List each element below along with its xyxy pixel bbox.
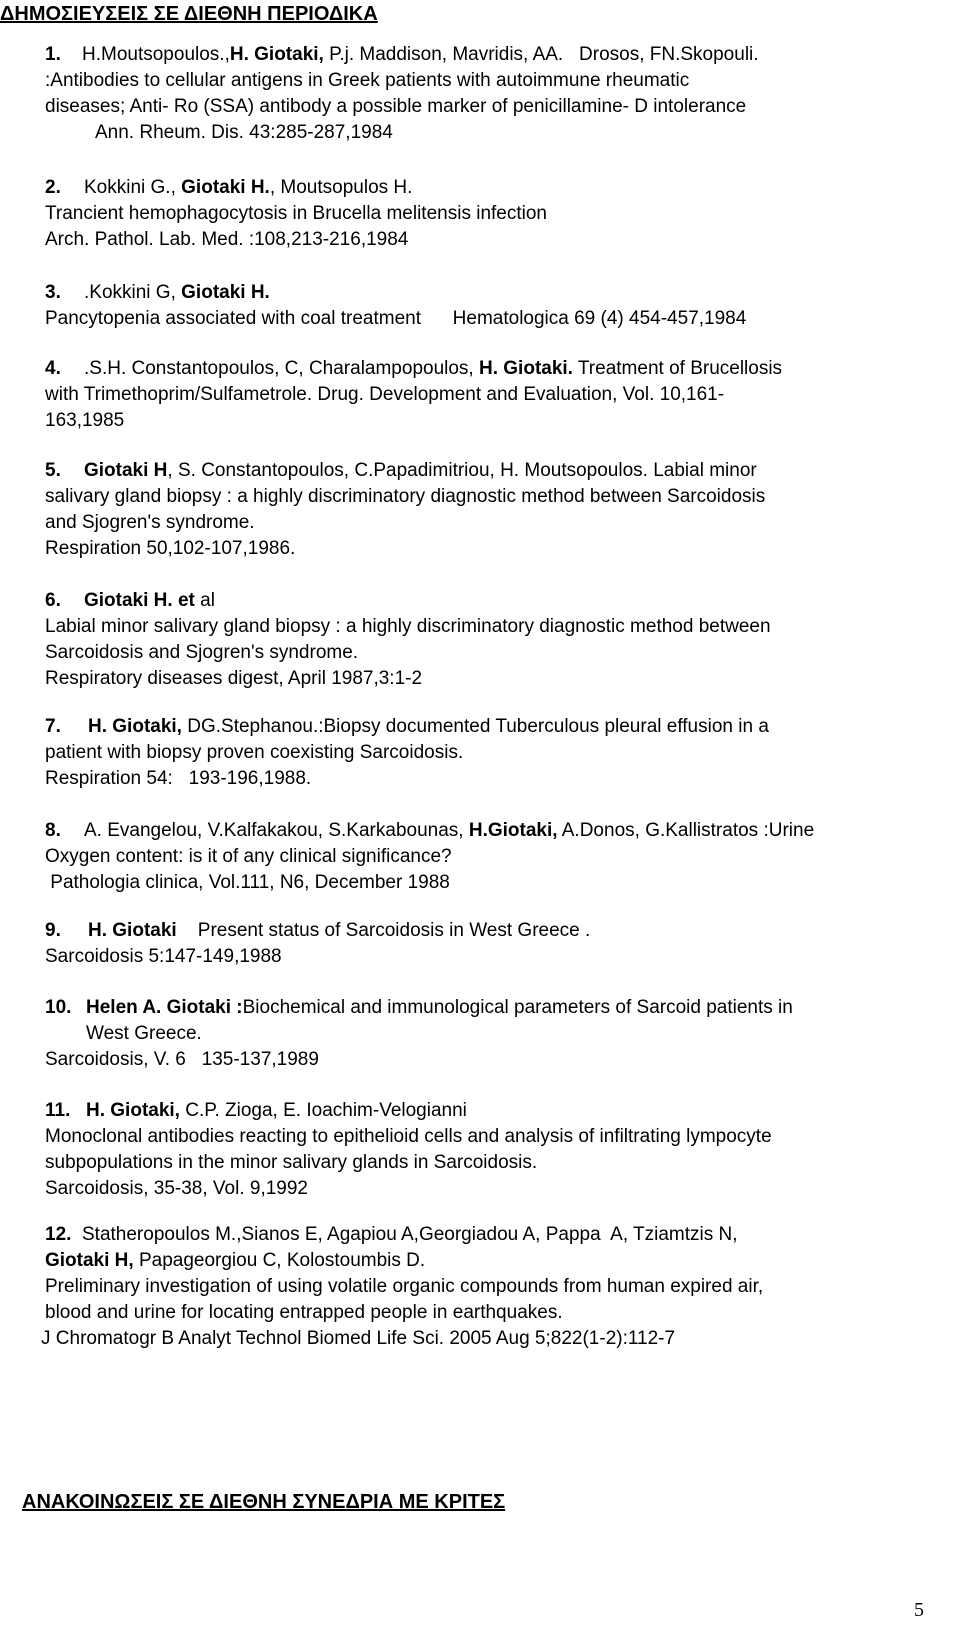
entry-text: subpopulations in the minor salivary glands in Sarcoidosis.: [45, 1152, 538, 1173]
entry-line: [84, 818, 814, 844]
entry-text: Oxygen content: is it of any clinical significance?: [45, 846, 452, 867]
entry-line: [88, 918, 590, 944]
entry-number: 3.: [45, 282, 61, 303]
entry-text: , Moutsopulos H.: [269, 177, 413, 198]
author-name-bold: Giotaki H.: [181, 282, 270, 303]
entry-line: [45, 227, 408, 253]
entry-number: 8.: [45, 820, 61, 841]
entry-text: Trancient hemophagocytosis in Brucella melitensis infection: [45, 203, 547, 224]
entry-line: [45, 1300, 563, 1326]
author-name-bold: Giotaki H.: [181, 177, 270, 198]
entry-line: [95, 120, 393, 146]
entry-line: [84, 458, 757, 484]
entry-text: J Chromatogr B Analyt Technol Biomed Life Sci. 2005 Aug 5;822(1-2):112-7: [41, 1328, 676, 1349]
entry-number: 11.: [45, 1100, 71, 1121]
entry-text: Statheropoulos M.,Sianos E, Agapiou A,Georgiadou A, Pappa A, Tziamtzis N,: [82, 1224, 738, 1245]
entry-text: blood and urine for locating entrapped people in earthquakes.: [45, 1302, 563, 1323]
author-name-bold: H.Giotaki,: [468, 820, 558, 841]
entry-line: [45, 614, 771, 640]
entry-number: 2.: [45, 177, 61, 198]
entry-line: [45, 408, 124, 434]
entry-line: [84, 588, 215, 614]
entry-number: 1.: [45, 44, 61, 65]
entry-text: 163,1985: [45, 410, 125, 431]
author-name-bold: Helen A. Giotaki :: [86, 997, 243, 1018]
entry-text: .S.H. Constantopoulos, C, Charalampopoulos,: [84, 358, 479, 379]
page-number: 5: [914, 1599, 924, 1621]
entry-line: [45, 1150, 537, 1176]
author-name-bold: H. Giotaki.: [479, 358, 573, 379]
entry-line: [45, 1176, 308, 1202]
entry-line: [45, 382, 724, 408]
entry-line: [86, 1098, 467, 1124]
entry-line: [45, 640, 358, 666]
entry-text: Pancytopenia associated with coal treatment Hematologica 69 (4) 454-457,1984: [45, 308, 747, 329]
entry-text: Pathologia clinica, Vol.111, N6, December 1988: [45, 872, 450, 893]
entry-line: [45, 766, 311, 792]
entry-text: Labial minor salivary gland biopsy : a highly discriminatory diagnostic method between: [45, 616, 771, 637]
entry-text: , S. Constantopoulos, C.Papadimitriou, H. Moutsopoulos. Labial minor: [167, 460, 757, 481]
entry-line: [45, 1047, 319, 1073]
entry-text: Respiration 54: 193-196,1988.: [45, 768, 312, 789]
entry-number: 12.: [45, 1224, 72, 1245]
entry-text: Preliminary investigation of using volatile organic compounds from human expired air,: [45, 1276, 764, 1297]
entry-line: [86, 995, 793, 1021]
entry-text: Biochemical and immunological parameters of Sarcoid patients in: [242, 997, 793, 1018]
entry-text: Monoclonal antibodies reacting to epithelioid cells and analysis of infiltrating lympocyte: [45, 1126, 772, 1147]
entry-text: Sarcoidosis 5:147-149,1988: [45, 946, 282, 967]
entry-text: H.Moutsopoulos.,: [82, 44, 230, 65]
entry-text: with Trimethoprim/Sulfametrole. Drug. Development and Evaluation, Vol. 10,161-: [45, 384, 725, 405]
entry-text: :Antibodies to cellular antigens in Greek patients with autoimmune rheumatic: [45, 70, 690, 91]
entry-text: Arch. Pathol. Lab. Med. :108,213-216,1984: [45, 229, 409, 250]
entry-line: [88, 714, 769, 740]
entry-number: 9.: [45, 920, 61, 941]
entry-line: [84, 280, 270, 306]
entry-line: [86, 1021, 202, 1047]
entry-text: Present status of Sarcoidosis in West Greece .: [176, 920, 591, 941]
entry-text: and Sjogren's syndrome.: [45, 512, 255, 533]
entry-text: Ann. Rheum. Dis. 43:285-287,1984: [95, 122, 393, 143]
entry-line: [45, 94, 746, 120]
entry-text: A. Evangelou, V.Kalfakakou, S.Karkabounas,: [84, 820, 469, 841]
entry-text: Papageorgiou C, Kolostoumbis D.: [133, 1250, 426, 1271]
entry-text: Kokkini G.,: [84, 177, 182, 198]
author-name-bold: Giotaki H,: [45, 1250, 134, 1271]
entry-line: [84, 175, 412, 201]
entry-line: [45, 201, 547, 227]
entry-text: P.j. Maddison, Mavridis, AA. Drosos, FN.Skopouli.: [323, 44, 759, 65]
entry-line: [82, 1222, 738, 1248]
entry-text: .Kokkini G,: [84, 282, 182, 303]
entry-number: 7.: [45, 716, 61, 737]
entry-line: [82, 42, 759, 68]
entry-line: [45, 68, 689, 94]
entry-text: Respiration 50,102-107,1986.: [45, 538, 296, 559]
entry-line: [45, 536, 295, 562]
entry-text: Respiratory diseases digest, April 1987,3:1-2: [45, 668, 423, 689]
entry-number: 5.: [45, 460, 61, 481]
author-name-bold: H. Giotaki: [88, 920, 177, 941]
entry-line: [45, 484, 765, 510]
entry-number: 4.: [45, 358, 61, 379]
entry-text: Sarcoidosis, 35-38, Vol. 9,1992: [45, 1178, 309, 1199]
entry-text: Treatment of Brucellosis: [572, 358, 783, 379]
entry-text: Sarcoidosis and Sjogren's syndrome.: [45, 642, 359, 663]
entry-text: DG.Stephanou.:Biopsy documented Tuberculous pleural effusion in a: [181, 716, 769, 737]
author-name-bold: Giotaki H: [84, 460, 168, 481]
entry-line: [45, 1124, 772, 1150]
entry-number: 10.: [45, 997, 72, 1018]
entry-text: C.P. Zioga, E. Ioachim-Velogianni: [179, 1100, 467, 1121]
page-heading-bottom: ΑΝΑΚΟΙΝΩΣΕΙΣ ΣΕ ΔΙΕΘΝΗ ΣΥΝΕΔΡΙΑ ΜΕ ΚΡΙΤΕΣ: [22, 1491, 506, 1513]
entry-line: [45, 740, 463, 766]
author-name-bold: Giotaki H. et: [84, 590, 195, 611]
entry-line: [45, 870, 450, 896]
entry-line: [45, 1274, 763, 1300]
entry-text: Sarcoidosis, V. 6 135-137,1989: [45, 1049, 319, 1070]
page-heading-top: ΔΗΜΟΣΙΕΥΣΕΙΣ ΣΕ ΔΙΕΘΝΗ ΠΕΡΙΟΔΙΚΑ: [0, 3, 378, 25]
entry-text: West Greece.: [86, 1023, 202, 1044]
entry-text: salivary gland biopsy : a highly discriminatory diagnostic method between Sarcoidosis: [45, 486, 766, 507]
entry-line: [41, 1326, 675, 1352]
author-name-bold: H. Giotaki,: [229, 44, 324, 65]
entry-text: diseases; Anti- Ro (SSA) antibody a possible marker of penicillamine- D intolerance: [45, 96, 747, 117]
entry-line: [45, 510, 255, 536]
entry-number: 6.: [45, 590, 61, 611]
entry-line: [45, 844, 452, 870]
entry-line: [84, 356, 782, 382]
entry-text: patient with biopsy proven coexisting Sarcoidosis.: [45, 742, 464, 763]
entry-text: A.Donos, G.Kallistratos :Urine: [557, 820, 815, 841]
author-name-bold: H. Giotaki,: [88, 716, 182, 737]
entry-line: [45, 306, 746, 332]
entry-line: [45, 666, 422, 692]
entry-line: [45, 1248, 425, 1274]
entry-line: [45, 944, 282, 970]
author-name-bold: H. Giotaki,: [86, 1100, 180, 1121]
entry-text: al: [194, 590, 215, 611]
